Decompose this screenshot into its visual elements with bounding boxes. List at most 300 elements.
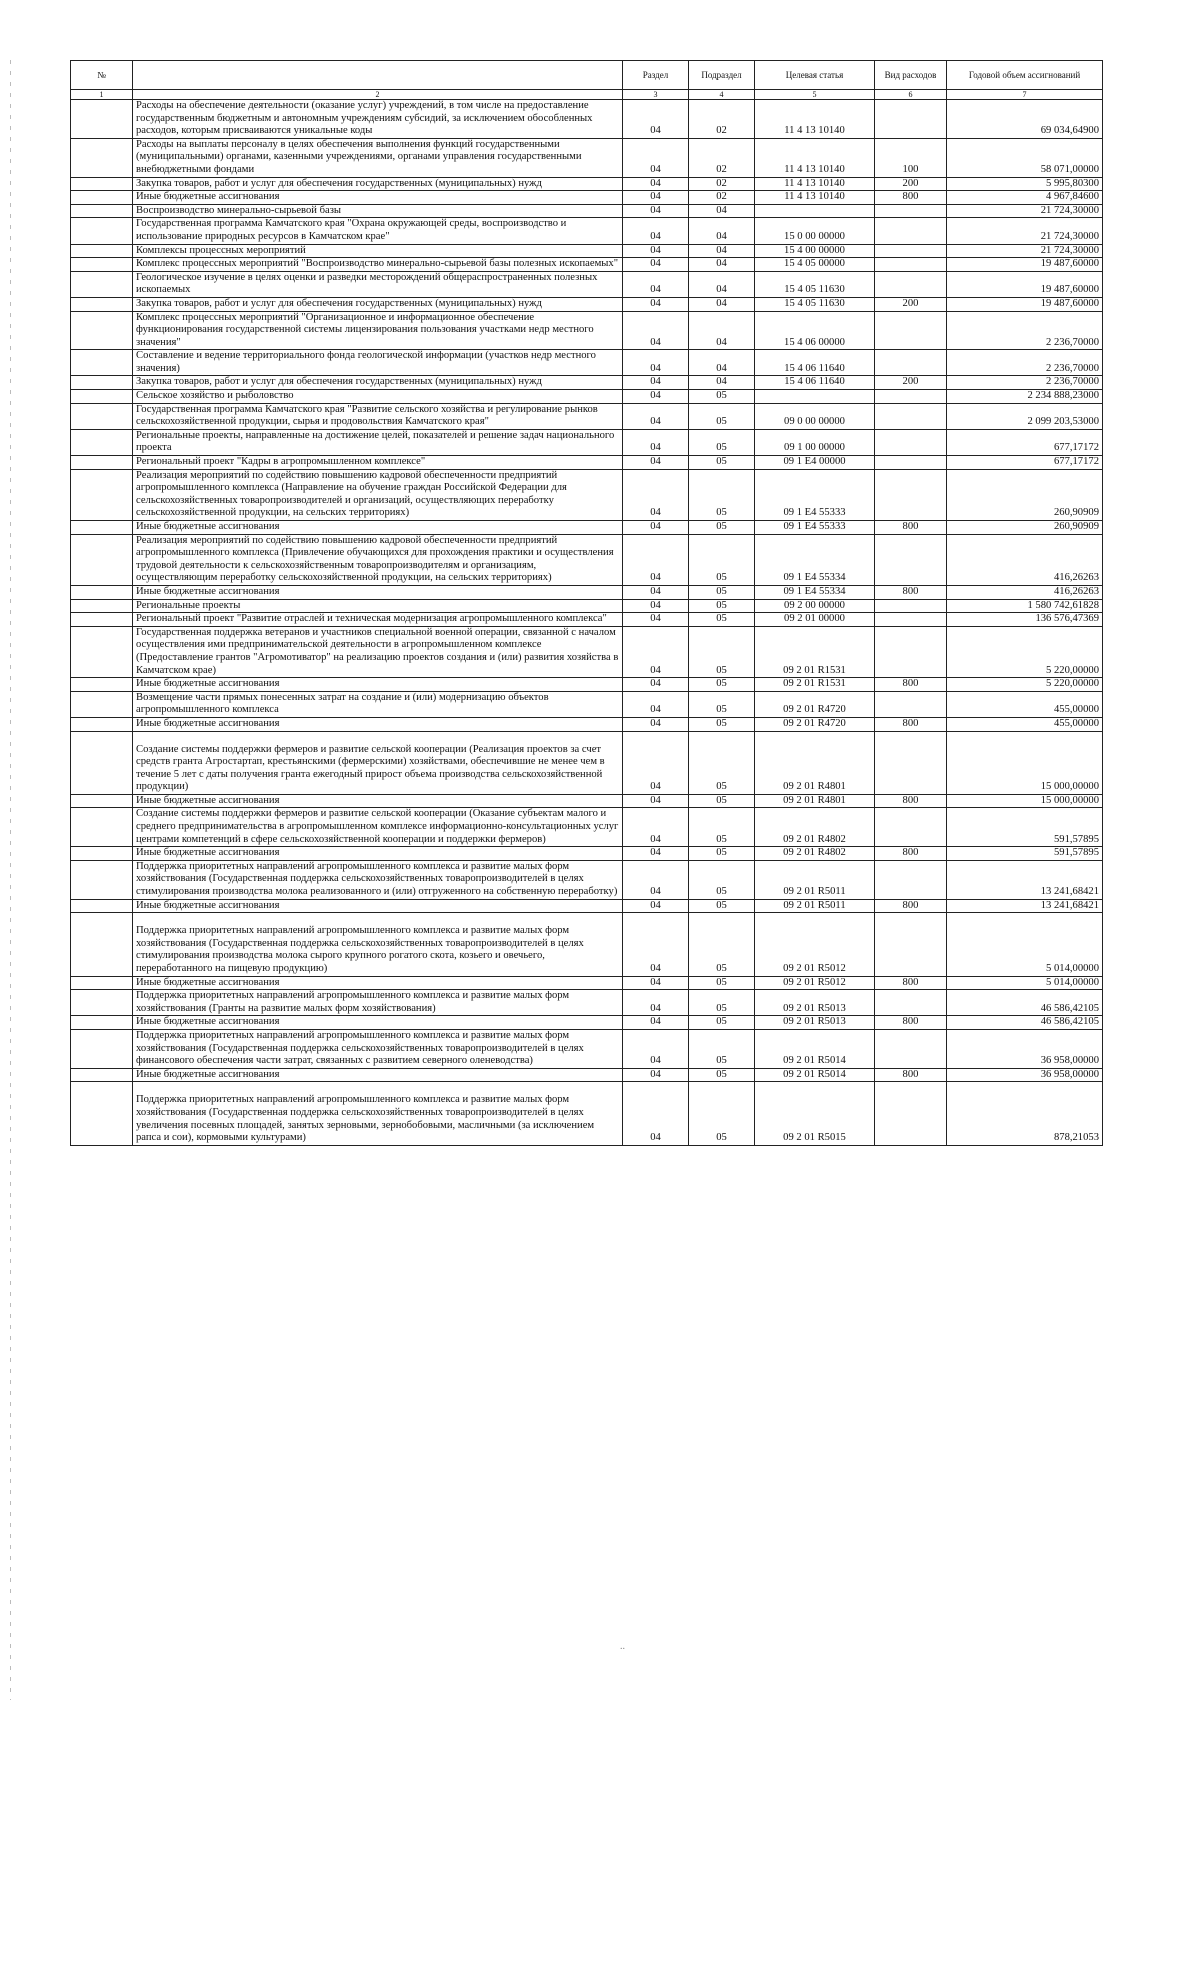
table-row [71,717,1103,731]
table-row [71,847,1103,861]
table-row [71,808,1103,847]
row-number-cell [71,204,133,218]
row-podrazdel: 05 [689,626,755,677]
row-podrazdel: 05 [689,976,755,990]
row-target-article: 09 2 01 R1531 [755,678,875,692]
row-expense-type [875,456,947,470]
table-row [71,456,1103,470]
row-razdel: 04 [623,177,689,191]
row-number-cell [71,258,133,272]
row-razdel: 04 [623,691,689,717]
table-row [71,100,1103,139]
row-podrazdel: 02 [689,138,755,177]
row-description: Иные бюджетные ассигнования [133,521,623,535]
row-podrazdel: 04 [689,258,755,272]
row-description: Закупка товаров, работ и услуг для обеспечения государственных (муниципальных) нужд [133,177,623,191]
row-expense-type: 200 [875,297,947,311]
table-row [71,626,1103,677]
row-annual-volume: 2 234 888,23000 [947,390,1103,404]
row-number-cell [71,613,133,627]
table-row [71,899,1103,913]
row-razdel: 04 [623,678,689,692]
row-annual-volume: 46 586,42105 [947,990,1103,1016]
row-annual-volume: 13 241,68421 [947,899,1103,913]
row-expense-type [875,990,947,1016]
row-podrazdel: 05 [689,613,755,627]
row-target-article: 09 2 01 00000 [755,613,875,627]
row-description: Государственная программа Камчатского края "Развитие сельского хозяйства и регулирование рынков сельскохозяйственной продукции, сырья и продовольствия Камчатского края" [133,403,623,429]
row-razdel: 04 [623,191,689,205]
row-description: Иные бюджетные ассигнования [133,717,623,731]
row-razdel: 04 [623,626,689,677]
row-podrazdel: 02 [689,191,755,205]
row-description: Иные бюджетные ассигнования [133,847,623,861]
row-description: Поддержка приоритетных направлений агропромышленного комплекса и развитие малых форм хозяйствования (Государственная поддержка сельскохозяйственных товаропроизводителей в целях стимулирования производства молока сырого крупного рогатого скота, козьего и овечьего, переработанного на пищевую продукцию) [133,913,623,976]
footer-mark: .. [620,1641,625,1652]
row-number-cell [71,218,133,244]
row-number-cell [71,429,133,455]
row-number-cell [71,847,133,861]
row-razdel: 04 [623,731,689,794]
row-target-article: 09 0 00 00000 [755,403,875,429]
row-target-article [755,390,875,404]
row-expense-type [875,100,947,139]
row-target-article: 09 2 00 00000 [755,599,875,613]
row-description: Региональные проекты, направленные на достижение целей, показателей и решение задач национального проекта [133,429,623,455]
row-annual-volume: 260,90909 [947,469,1103,520]
row-annual-volume: 416,26263 [947,534,1103,585]
row-description: Реализация мероприятий по содействию повышению кадровой обеспеченности предприятий агропромышленного комплекса (Направление на обучение граждан Российской Федерации для сельскохозяйственных товаропроизводителей и организаций, осуществляющих переработку сельскохозяйственной продукции, на сельских территориях) [133,469,623,520]
row-razdel: 04 [623,100,689,139]
row-number-cell [71,469,133,520]
row-annual-volume: 2 099 203,53000 [947,403,1103,429]
row-expense-type [875,599,947,613]
row-podrazdel: 05 [689,469,755,520]
row-razdel: 04 [623,534,689,585]
table-row [71,913,1103,976]
table-row [71,191,1103,205]
row-expense-type: 200 [875,177,947,191]
row-expense-type [875,271,947,297]
header-volume: Годовой объем ассигнований [947,61,1103,90]
row-expense-type [875,244,947,258]
table-row [71,429,1103,455]
row-podrazdel: 05 [689,1029,755,1068]
row-razdel: 04 [623,717,689,731]
row-target-article: 09 2 01 R4802 [755,847,875,861]
table-row [71,534,1103,585]
row-description: Иные бюджетные ассигнования [133,585,623,599]
table-row [71,376,1103,390]
row-annual-volume: 260,90909 [947,521,1103,535]
row-annual-volume: 136 576,47369 [947,613,1103,627]
row-annual-volume: 58 071,00000 [947,138,1103,177]
column-index: 3 [623,90,689,100]
row-description: Воспроизводство минерально-сырьевой базы [133,204,623,218]
row-annual-volume: 591,57895 [947,808,1103,847]
row-target-article: 15 4 05 11630 [755,297,875,311]
row-annual-volume: 5 014,00000 [947,976,1103,990]
row-number-cell [71,521,133,535]
row-description: Иные бюджетные ассигнования [133,1016,623,1030]
row-expense-type [875,731,947,794]
row-target-article: 15 4 06 00000 [755,311,875,350]
row-annual-volume: 1 580 742,61828 [947,599,1103,613]
row-podrazdel: 05 [689,390,755,404]
row-target-article: 09 2 01 R4802 [755,808,875,847]
row-description: Комплекс процессных мероприятий "Организационное и информационное обеспечение функционирования государственной системы лицензирования пользования участками недр местного значения" [133,311,623,350]
row-description: Иные бюджетные ассигнования [133,1068,623,1082]
row-razdel: 04 [623,403,689,429]
row-podrazdel: 05 [689,717,755,731]
row-expense-type: 800 [875,794,947,808]
row-expense-type: 100 [875,138,947,177]
row-target-article: 15 0 00 00000 [755,218,875,244]
row-annual-volume: 5 220,00000 [947,626,1103,677]
row-annual-volume: 19 487,60000 [947,271,1103,297]
row-description: Расходы на выплаты персоналу в целях обеспечения выполнения функций государственными (муниципальными) органами, казенными учреждениями, органами управления государственными внебюджетными фондами [133,138,623,177]
row-description: Государственная программа Камчатского края "Охрана окружающей среды, воспроизводство и использование природных ресурсов в Камчатском крае" [133,218,623,244]
row-description: Составление и ведение территориального фонда геологической информации (участков недр местного значения) [133,350,623,376]
row-target-article: 09 1 Е4 55333 [755,521,875,535]
row-expense-type: 200 [875,376,947,390]
row-podrazdel: 05 [689,599,755,613]
row-expense-type [875,534,947,585]
row-number-cell [71,913,133,976]
row-target-article: 09 1 00 00000 [755,429,875,455]
row-target-article: 09 2 01 R4720 [755,691,875,717]
row-expense-type: 800 [875,521,947,535]
row-annual-volume: 455,00000 [947,691,1103,717]
header-target: Целевая статья [755,61,875,90]
row-podrazdel: 04 [689,297,755,311]
row-number-cell [71,626,133,677]
row-target-article: 09 2 01 R5014 [755,1068,875,1082]
row-podrazdel: 05 [689,678,755,692]
row-number-cell [71,731,133,794]
row-razdel: 04 [623,456,689,470]
row-number-cell [71,456,133,470]
row-description: Комплекс процессных мероприятий "Воспроизводство минерально-сырьевой базы полезных ископаемых" [133,258,623,272]
row-expense-type [875,469,947,520]
row-annual-volume: 2 236,70000 [947,311,1103,350]
row-description: Иные бюджетные ассигнования [133,794,623,808]
row-razdel: 04 [623,1029,689,1068]
row-annual-volume: 5 995,80300 [947,177,1103,191]
table-row [71,599,1103,613]
row-number-cell [71,191,133,205]
table-row [71,521,1103,535]
row-number-cell [71,311,133,350]
row-expense-type [875,218,947,244]
row-podrazdel: 04 [689,350,755,376]
row-target-article: 09 2 01 R5014 [755,1029,875,1068]
row-expense-type [875,1029,947,1068]
row-annual-volume: 878,21053 [947,1082,1103,1145]
row-target-article: 15 4 05 11630 [755,271,875,297]
row-number-cell [71,691,133,717]
row-expense-type: 800 [875,678,947,692]
row-description: Создание системы поддержки фермеров и развитие сельской кооперации (Реализация проектов за счет средств гранта Агростартап, крестьянскими (фермерскими) хозяйствами, обеспечившие не менее чем в течение 5 лет с даты получения гранта ежегодный прирост объема производства сельскохозяйственной продукции) [133,731,623,794]
row-annual-volume: 19 487,60000 [947,258,1103,272]
row-target-article: 09 2 01 R4801 [755,794,875,808]
table-row [71,390,1103,404]
row-target-article: 09 2 01 R5011 [755,899,875,913]
row-number-cell [71,177,133,191]
row-annual-volume: 15 000,00000 [947,731,1103,794]
row-expense-type [875,204,947,218]
row-razdel: 04 [623,990,689,1016]
row-podrazdel: 04 [689,271,755,297]
row-annual-volume: 19 487,60000 [947,297,1103,311]
table-row [71,1029,1103,1068]
table-row [71,177,1103,191]
row-number-cell [71,350,133,376]
row-razdel: 04 [623,599,689,613]
row-podrazdel: 05 [689,990,755,1016]
row-annual-volume: 2 236,70000 [947,350,1103,376]
row-razdel: 04 [623,976,689,990]
table-row [71,297,1103,311]
table-row [71,311,1103,350]
row-description: Закупка товаров, работ и услуг для обеспечения государственных (муниципальных) нужд [133,376,623,390]
row-razdel: 04 [623,1016,689,1030]
row-description: Поддержка приоритетных направлений агропромышленного комплекса и развитие малых форм хозяйствования (Государственная поддержка сельскохозяйственных товаропроизводителей в целях увеличения посевных площадей, занятых зерновыми, зернобобовыми, масличными (за исключением рапса и сои), кормовыми культурами) [133,1082,623,1145]
row-annual-volume: 21 724,30000 [947,204,1103,218]
row-description: Иные бюджетные ассигнования [133,976,623,990]
row-target-article: 11 4 13 10140 [755,138,875,177]
row-razdel: 04 [623,258,689,272]
row-annual-volume: 455,00000 [947,717,1103,731]
row-podrazdel: 05 [689,794,755,808]
row-target-article: 09 1 Е4 55333 [755,469,875,520]
table-row [71,678,1103,692]
budget-table [70,60,1103,1146]
row-razdel: 04 [623,794,689,808]
row-expense-type [875,390,947,404]
row-number-cell [71,100,133,139]
table-row [71,1016,1103,1030]
row-annual-volume: 13 241,68421 [947,860,1103,899]
row-expense-type [875,691,947,717]
row-description: Иные бюджетные ассигнования [133,899,623,913]
row-podrazdel: 05 [689,429,755,455]
row-number-cell [71,376,133,390]
column-index: 4 [689,90,755,100]
row-razdel: 04 [623,899,689,913]
row-annual-volume: 677,17172 [947,429,1103,455]
row-target-article: 15 4 06 11640 [755,376,875,390]
row-expense-type: 800 [875,1068,947,1082]
row-podrazdel: 04 [689,218,755,244]
row-number-cell [71,1068,133,1082]
table-row [71,860,1103,899]
row-description: Реализация мероприятий по содействию повышению кадровой обеспеченности предприятий агропромышленного комплекса (Привлечение обучающихся для прохождения практики и осуществления трудовой деятельности к сельскохозяйственным товаропроизводителям и организациям, осуществляющим переработку сельскохозяйственной продукции, на сельских территориях) [133,534,623,585]
row-number-cell [71,990,133,1016]
row-description: Геологическое изучение в целях оценки и разведки месторождений общераспространенных полезных ископаемых [133,271,623,297]
row-description: Поддержка приоритетных направлений агропромышленного комплекса и развитие малых форм хозяйствования (Гранты на развитие малых форм хозяйствования) [133,990,623,1016]
row-expense-type [875,860,947,899]
row-expense-type [875,913,947,976]
row-podrazdel: 04 [689,244,755,258]
row-podrazdel: 04 [689,204,755,218]
row-razdel: 04 [623,521,689,535]
table-row [71,258,1103,272]
row-description: Иные бюджетные ассигнования [133,191,623,205]
row-podrazdel: 04 [689,311,755,350]
header-no: № [71,61,133,90]
row-target-article: 09 2 01 R5013 [755,1016,875,1030]
row-expense-type: 800 [875,976,947,990]
row-description: Региональный проект "Развитие отраслей и техническая модернизация агропромышленного комплекса" [133,613,623,627]
row-target-article: 11 4 13 10140 [755,177,875,191]
row-number-cell [71,794,133,808]
row-number-cell [71,585,133,599]
row-number-cell [71,599,133,613]
table-row [71,731,1103,794]
row-description: Создание системы поддержки фермеров и развитие сельской кооперации (Оказание субъектам малого и среднего предпринимательства в агропромышленном комплексе информационно-консультационных услуг центрами компетенций в сфере сельскохозяйственной кооперации и поддержки фермеров) [133,808,623,847]
row-podrazdel: 04 [689,376,755,390]
row-target-article: 09 2 01 R4801 [755,731,875,794]
row-podrazdel: 05 [689,691,755,717]
header-podrazdel: Подраздел [689,61,755,90]
table-row [71,218,1103,244]
row-description: Возмещение части прямых понесенных затрат на создание и (или) модернизацию объектов агропромышленного комплекса [133,691,623,717]
row-annual-volume: 36 958,00000 [947,1029,1103,1068]
row-razdel: 04 [623,913,689,976]
row-expense-type: 800 [875,585,947,599]
row-podrazdel: 05 [689,534,755,585]
row-number-cell [71,1029,133,1068]
row-podrazdel: 02 [689,100,755,139]
row-annual-volume: 21 724,30000 [947,218,1103,244]
row-razdel: 04 [623,350,689,376]
row-number-cell [71,976,133,990]
row-target-article: 11 4 13 10140 [755,191,875,205]
row-target-article: 09 2 01 R1531 [755,626,875,677]
row-razdel: 04 [623,808,689,847]
row-target-article: 09 2 01 R5012 [755,976,875,990]
row-target-article: 09 2 01 R5013 [755,990,875,1016]
row-podrazdel: 05 [689,899,755,913]
row-target-article: 15 4 00 00000 [755,244,875,258]
row-target-article: 09 2 01 R5011 [755,860,875,899]
row-razdel: 04 [623,218,689,244]
row-podrazdel: 05 [689,731,755,794]
row-target-article: 09 2 01 R4720 [755,717,875,731]
row-description: Сельское хозяйство и рыболовство [133,390,623,404]
row-annual-volume: 46 586,42105 [947,1016,1103,1030]
column-index-row [71,90,1103,100]
row-target-article: 15 4 05 00000 [755,258,875,272]
row-expense-type [875,626,947,677]
row-description: Закупка товаров, работ и услуг для обеспечения государственных (муниципальных) нужд [133,297,623,311]
row-target-article: 09 2 01 R5015 [755,1082,875,1145]
row-target-article: 11 4 13 10140 [755,100,875,139]
table-row [71,350,1103,376]
row-annual-volume: 5 014,00000 [947,913,1103,976]
row-annual-volume: 416,26263 [947,585,1103,599]
row-razdel: 04 [623,138,689,177]
row-number-cell [71,271,133,297]
row-razdel: 04 [623,429,689,455]
row-number-cell [71,860,133,899]
row-podrazdel: 05 [689,456,755,470]
row-podrazdel: 02 [689,177,755,191]
row-razdel: 04 [623,297,689,311]
row-target-article: 15 4 06 11640 [755,350,875,376]
row-number-cell [71,899,133,913]
row-description: Иные бюджетные ассигнования [133,678,623,692]
row-razdel: 04 [623,244,689,258]
row-number-cell [71,1016,133,1030]
row-podrazdel: 05 [689,521,755,535]
table-row [71,403,1103,429]
row-podrazdel: 05 [689,1068,755,1082]
row-expense-type [875,808,947,847]
table-row [71,794,1103,808]
row-target-article: 09 1 Е4 55334 [755,585,875,599]
row-razdel: 04 [623,585,689,599]
table-row [71,976,1103,990]
header-razdel: Раздел [623,61,689,90]
row-number-cell [71,390,133,404]
row-expense-type: 800 [875,717,947,731]
row-description: Поддержка приоритетных направлений агропромышленного комплекса и развитие малых форм хозяйствования (Государственная поддержка сельскохозяйственных товаропроизводителей в целях стимулирования производства молока реализованного и (или) отгруженного на собственную переработку) [133,860,623,899]
row-description: Региональные проекты [133,599,623,613]
row-razdel: 04 [623,847,689,861]
row-razdel: 04 [623,204,689,218]
row-expense-type: 800 [875,847,947,861]
row-annual-volume: 21 724,30000 [947,244,1103,258]
row-description: Комплексы процессных мероприятий [133,244,623,258]
table-row [71,469,1103,520]
row-target-article: 09 1 Е4 55334 [755,534,875,585]
row-podrazdel: 05 [689,585,755,599]
table-row [71,1068,1103,1082]
row-podrazdel: 05 [689,860,755,899]
row-razdel: 04 [623,469,689,520]
row-expense-type: 800 [875,899,947,913]
row-razdel: 04 [623,271,689,297]
row-podrazdel: 05 [689,847,755,861]
column-index: 6 [875,90,947,100]
row-expense-type [875,613,947,627]
row-target-article [755,204,875,218]
header-description [133,61,623,90]
table-row [71,244,1103,258]
column-index: 2 [133,90,623,100]
row-number-cell [71,297,133,311]
table-row [71,613,1103,627]
row-expense-type [875,311,947,350]
row-number-cell [71,403,133,429]
row-description: Расходы на обеспечение деятельности (оказание услуг) учреждений, в том числе на предоставление государственным бюджетным и автономным учреждениям субсидий, за исключением обособленных расходов, которым присваиваются уникальные коды [133,100,623,139]
row-expense-type [875,403,947,429]
row-expense-type: 800 [875,1016,947,1030]
row-annual-volume: 677,17172 [947,456,1103,470]
row-annual-volume: 591,57895 [947,847,1103,861]
table-row [71,1082,1103,1145]
row-description: Региональный проект "Кадры в агропромышленном комплексе" [133,456,623,470]
column-index: 1 [71,90,133,100]
header-row [71,61,1103,90]
table-row [71,138,1103,177]
row-annual-volume: 69 034,64900 [947,100,1103,139]
column-index: 7 [947,90,1103,100]
row-podrazdel: 05 [689,1082,755,1145]
column-index: 5 [755,90,875,100]
